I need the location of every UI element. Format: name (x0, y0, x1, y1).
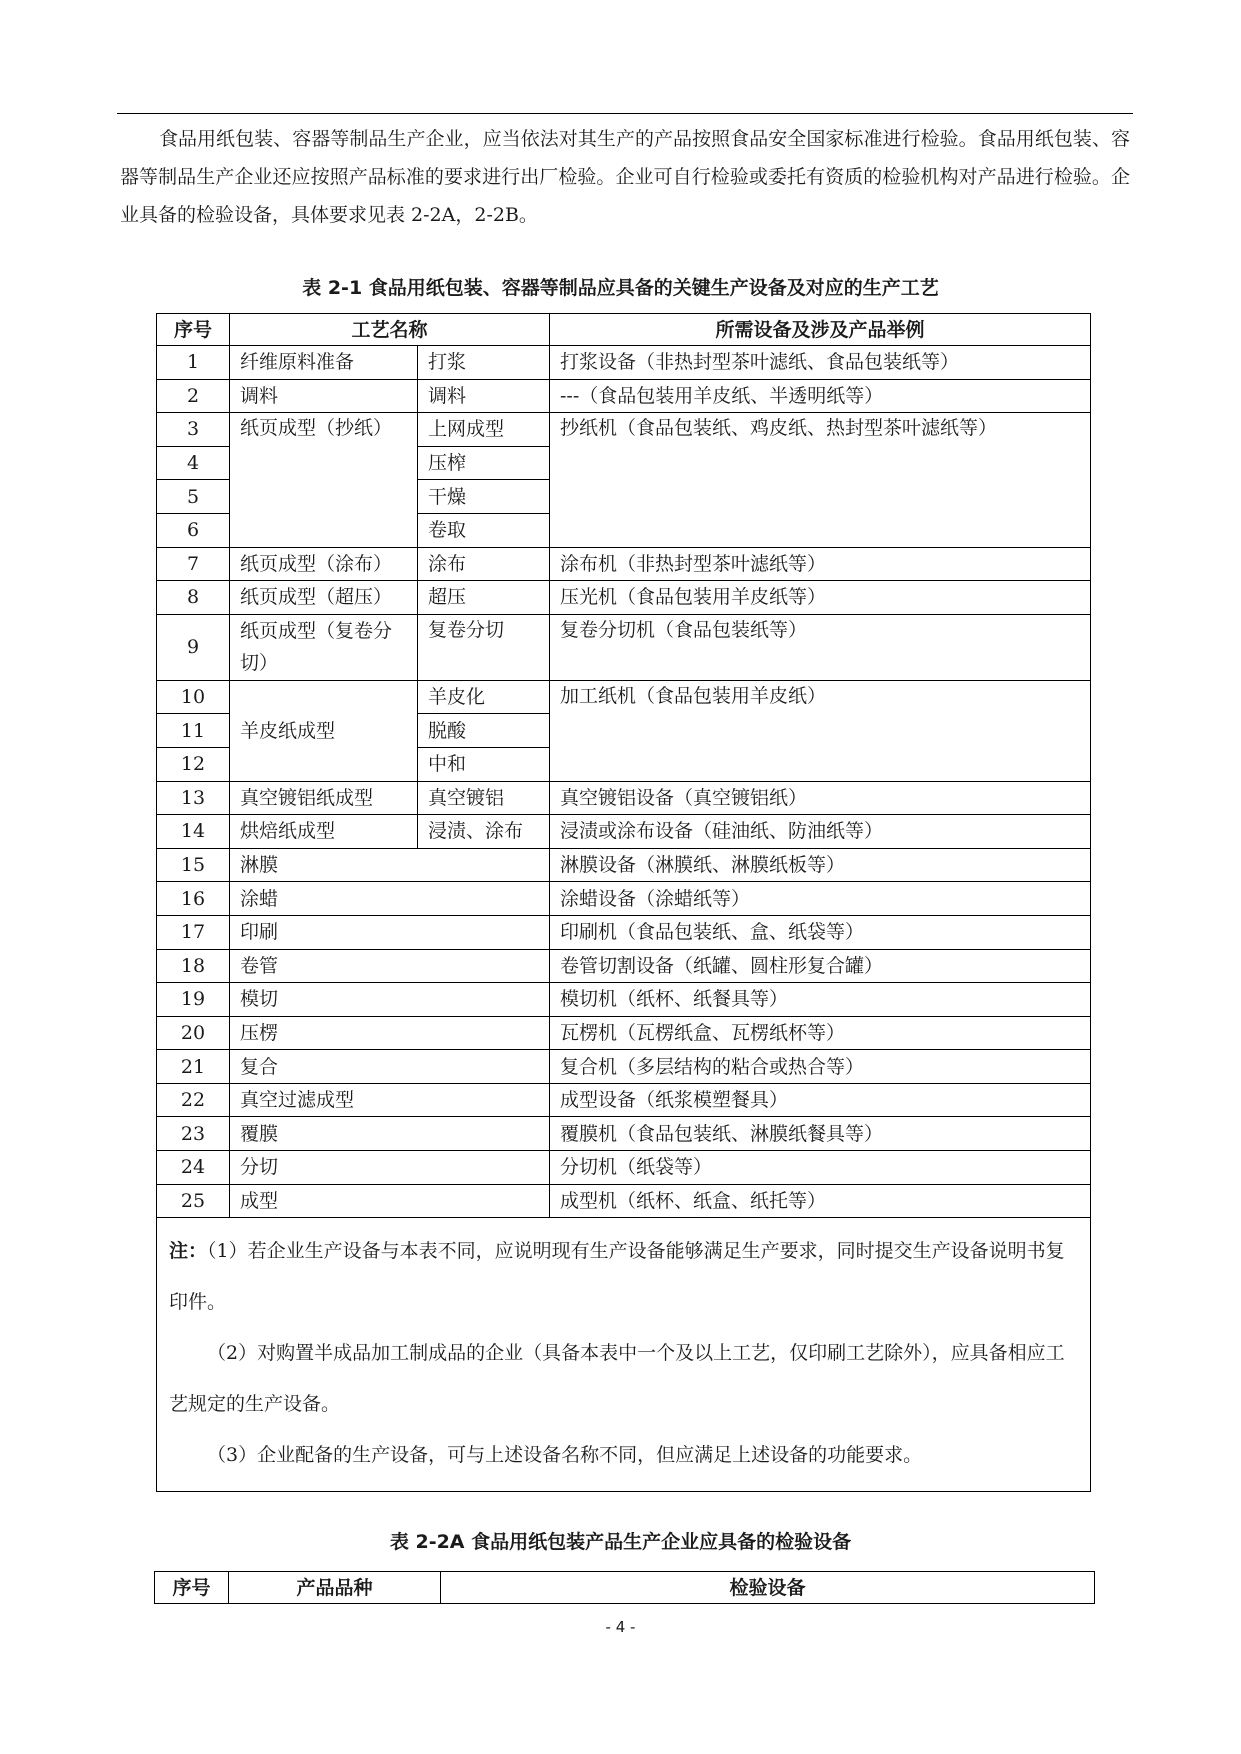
equipment: 抄纸机（食品包装纸、鸡皮纸、热封型茶叶滤纸等） (550, 413, 1091, 547)
table-row (157, 346, 1091, 380)
process-step: 打浆 (418, 346, 550, 380)
table1-header-row (157, 314, 1091, 346)
table-row (157, 614, 1091, 680)
col-header-no: 序号 (155, 1572, 229, 1604)
table-row (157, 882, 1091, 916)
table-row (157, 379, 1091, 413)
process-name: 纸页成型（复卷分切） (230, 614, 418, 680)
row-no: 3 (157, 413, 230, 447)
row-no: 23 (157, 1117, 230, 1151)
equipment: 涂布机（非热封型茶叶滤纸等） (550, 547, 1091, 581)
row-no: 19 (157, 983, 230, 1017)
row-no: 2 (157, 379, 230, 413)
table-row (157, 848, 1091, 882)
table-row (157, 949, 1091, 983)
table-row (157, 1016, 1091, 1050)
equipment: 复合机（多层结构的粘合或热合等） (550, 1050, 1091, 1084)
process-step: 涂布 (418, 547, 550, 581)
table2-header-row (155, 1572, 1095, 1604)
row-no: 13 (157, 781, 230, 815)
col-header-no: 序号 (157, 314, 230, 346)
row-no: 4 (157, 446, 230, 480)
table1-caption: 表 2-1 食品用纸包装、容器等制品应具备的关键生产设备及对应的生产工艺 (302, 277, 939, 299)
row-no: 22 (157, 1083, 230, 1117)
col-header-process: 工艺名称 (230, 314, 550, 346)
process-step: 上网成型 (418, 413, 550, 447)
header-rule (117, 113, 1133, 114)
table-row (157, 581, 1091, 615)
process-name: 卷管 (230, 949, 550, 983)
process-name: 印刷 (230, 915, 550, 949)
note-item-3: （3）企业配备的生产设备，可与上述设备名称不同，但应满足上述设备的功能要求。 (207, 1444, 923, 1467)
equipment: 覆膜机（食品包装纸、淋膜纸餐具等） (550, 1117, 1091, 1151)
row-no: 25 (157, 1184, 230, 1218)
equipment: 成型机（纸杯、纸盒、纸托等） (550, 1184, 1091, 1218)
col-header-product: 产品品种 (229, 1572, 441, 1604)
page-number: - 4 - (605, 1618, 636, 1636)
process-name: 调料 (230, 379, 418, 413)
equipment: 涂蜡设备（涂蜡纸等） (550, 882, 1091, 916)
process-step: 复卷分切 (418, 614, 550, 680)
process-name: 淋膜 (230, 848, 550, 882)
process-name: 羊皮纸成型 (230, 680, 418, 781)
row-no: 10 (157, 680, 230, 714)
table-row (157, 815, 1091, 849)
row-no: 11 (157, 714, 230, 748)
table2-caption: 表 2-2A 食品用纸包装产品生产企业应具备的检验设备 (389, 1531, 852, 1553)
process-name: 分切 (230, 1151, 550, 1185)
process-name: 真空镀铝纸成型 (230, 781, 418, 815)
process-name: 纤维原料准备 (230, 346, 418, 380)
equipment: 淋膜设备（淋膜纸、淋膜纸板等） (550, 848, 1091, 882)
equipment: 浸渍或涂布设备（硅油纸、防油纸等） (550, 815, 1091, 849)
intro-paragraph (120, 120, 1130, 234)
process-step: 调料 (418, 379, 550, 413)
table-row (157, 1117, 1091, 1151)
row-no: 7 (157, 547, 230, 581)
table-row (157, 413, 1091, 447)
process-step: 卷取 (418, 513, 550, 547)
process-step: 超压 (418, 581, 550, 615)
row-no: 24 (157, 1151, 230, 1185)
process-step: 羊皮化 (418, 680, 550, 714)
process-step: 浸渍、涂布 (418, 815, 550, 849)
table-row (157, 1083, 1091, 1117)
row-no: 1 (157, 346, 230, 380)
table-row (157, 983, 1091, 1017)
equipment: 卷管切割设备（纸罐、圆柱形复合罐） (550, 949, 1091, 983)
process-name: 涂蜡 (230, 882, 550, 916)
table-row (157, 547, 1091, 581)
table-row (157, 1050, 1091, 1084)
col-header-equipment: 检验设备 (441, 1572, 1095, 1604)
equipment: 打浆设备（非热封型茶叶滤纸、食品包装纸等） (550, 346, 1091, 380)
equipment: 压光机（食品包装用羊皮纸等） (550, 581, 1091, 615)
equipment: 分切机（纸袋等） (550, 1151, 1091, 1185)
col-header-equipment: 所需设备及涉及产品举例 (550, 314, 1091, 346)
equipment: 真空镀铝设备（真空镀铝纸） (550, 781, 1091, 815)
process-name: 烘焙纸成型 (230, 815, 418, 849)
equipment: 模切机（纸杯、纸餐具等） (550, 983, 1091, 1017)
note-item-2: （2）对购置半成品加工制成品的企业（具备本表中一个及以上工艺，仅印刷工艺除外），应具备相应工艺规定的生产设备。 (169, 1342, 1065, 1416)
equipment: 瓦楞机（瓦楞纸盒、瓦楞纸杯等） (550, 1016, 1091, 1050)
process-name: 真空过滤成型 (230, 1083, 550, 1117)
table1 (156, 313, 1091, 1492)
row-no: 17 (157, 915, 230, 949)
row-no: 6 (157, 513, 230, 547)
row-no: 15 (157, 848, 230, 882)
row-no: 8 (157, 581, 230, 615)
process-name: 复合 (230, 1050, 550, 1084)
row-no: 18 (157, 949, 230, 983)
table1-note (157, 1218, 1091, 1492)
row-no: 14 (157, 815, 230, 849)
process-name: 压楞 (230, 1016, 550, 1050)
row-no: 20 (157, 1016, 230, 1050)
row-no: 9 (157, 614, 230, 680)
row-no: 21 (157, 1050, 230, 1084)
equipment: 成型设备（纸浆模塑餐具） (550, 1083, 1091, 1117)
equipment: ---（食品包装用羊皮纸、半透明纸等） (550, 379, 1091, 413)
process-name: 纸页成型（抄纸） (230, 413, 418, 547)
equipment: 印刷机（食品包装纸、盒、纸袋等） (550, 915, 1091, 949)
process-name: 覆膜 (230, 1117, 550, 1151)
process-step: 中和 (418, 747, 550, 781)
equipment: 复卷分切机（食品包装纸等） (550, 614, 1091, 680)
note-label: 注： (169, 1240, 208, 1263)
row-no: 12 (157, 747, 230, 781)
process-step: 真空镀铝 (418, 781, 550, 815)
table-row (157, 1184, 1091, 1218)
process-name: 成型 (230, 1184, 550, 1218)
table1-note-row (157, 1218, 1091, 1492)
process-step: 干燥 (418, 480, 550, 514)
process-name: 纸页成型（涂布） (230, 547, 418, 581)
process-name: 模切 (230, 983, 550, 1017)
table-row (157, 915, 1091, 949)
process-step: 脱酸 (418, 714, 550, 748)
row-no: 5 (157, 480, 230, 514)
intro-text: 食品用纸包装、容器等制品生产企业，应当依法对其生产的产品按照食品安全国家标准进行检验。食品用纸包装、容器等制品生产企业还应按照产品标准的要求进行出厂检验。企业可自行检验或委托有资质的检验机构对产品进行检验。企业具备的检验设备，具体要求见表 2-2A，2-2B。 (120, 128, 1130, 226)
table2 (154, 1571, 1095, 1604)
table-row (157, 1151, 1091, 1185)
equipment: 加工纸机（食品包装用羊皮纸） (550, 680, 1091, 781)
note-item-1: （1）若企业生产设备与本表不同，应说明现有生产设备能够满足生产要求，同时提交生产设备说明书复印件。 (169, 1240, 1065, 1314)
process-name: 纸页成型（超压） (230, 581, 418, 615)
process-step: 压榨 (418, 446, 550, 480)
row-no: 16 (157, 882, 230, 916)
table-row (157, 680, 1091, 714)
table-row (157, 781, 1091, 815)
